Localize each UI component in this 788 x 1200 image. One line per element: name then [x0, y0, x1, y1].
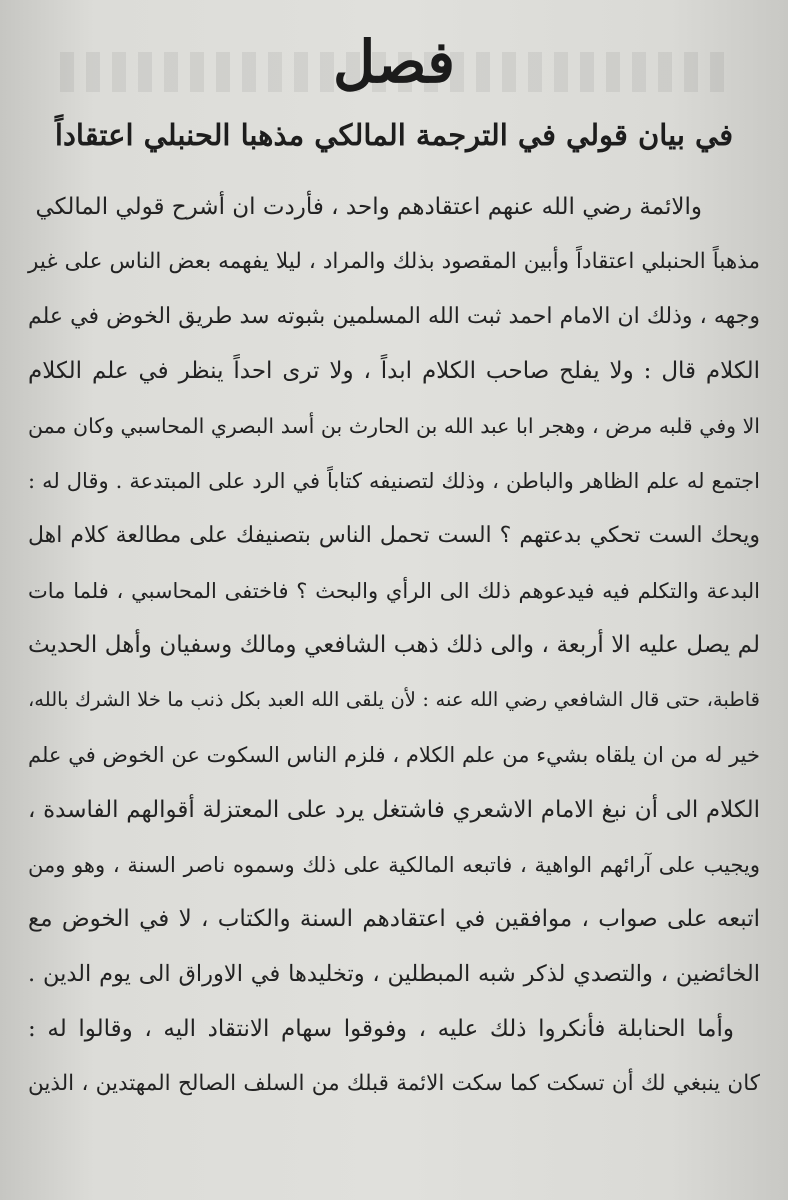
text-line: الا وفي قلبه مرض ، وهجر ابا عبد الله بن الحارث بن أسد البصري المحاسبي وكان ممن: [28, 414, 760, 439]
text-line: والائمة رضي الله عنهم اعتقادهم واحد ، فأردت ان أشرح قولي المالكي: [35, 194, 702, 220]
text-line: مذهباً الحنبلي اعتقاداً وأبين المقصود بذلك والمراد ، ليلا يفهمه بعض الناس على غير: [28, 248, 760, 274]
text-line: خير له من ان يلقاه بشيء من علم الكلام ، فلزم الناس السكوت عن الخوض في علم: [28, 742, 760, 767]
text-line: ويحك الست تحكي بدعتهم ؟ الست تحمل الناس بتصنيفك على مطالعة كلام اهل: [28, 522, 760, 548]
body-text: [28, 180, 760, 1112]
text-line: الكلام قال : ولا يفلح صاحب الكلام ابداً ، ولا ترى احداً ينظر في علم الكلام: [28, 358, 760, 385]
text-line: اجتمع له علم الظاهر والباطن ، وذلك لتصنيفه كتاباً في الرد على المبتدعة . وقال له :: [28, 468, 760, 493]
text-line: لم يصل عليه الا أربعة ، والى ذلك ذهب الشافعي ومالك وسفيان وأهل الحديث: [28, 632, 760, 659]
text-line: وجهه ، وذلك ان الامام احمد ثبت الله المسلمين بثبوته سد طريق الخوض في علم: [28, 303, 760, 329]
section-subheading: في بيان قولي في الترجمة المالكي مذهبا الحنبلي اعتقاداً: [54, 118, 734, 152]
text-line: ويجيب على آرائهم الواهية ، فاتبعه المالكية على ذلك وسموه ناصر السنة ، وهو ومن: [28, 852, 760, 877]
text-line: وأما الحنابلة فأنكروا ذلك عليه ، وفوقوا سهام الانتقاد اليه ، وقالوا له :: [28, 1015, 734, 1042]
text-line: الكلام الى أن نبغ الامام الاشعري فاشتغل يرد على المعتزلة أقوالهم الفاسدة ،: [28, 796, 760, 823]
text-line: كان ينبغي لك أن تسكت كما سكت الائمة قبلك من السلف الصالح المهتدين ، الذين: [28, 1070, 760, 1096]
section-heading: فصل: [333, 28, 455, 96]
text-line: قاطبة، حتى قال الشافعي رضي الله عنه : لأن يلقى الله العبد بكل ذنب ما خلا الشرك بالله،: [28, 688, 760, 712]
text-line: الخائضين ، والتصدي لذكر شبه المبطلين ، وتخليدها في الاوراق الى يوم الدين .: [28, 961, 760, 988]
text-line: اتبعه على صواب ، موافقين في اعتقادهم السنة والكتاب ، لا في الخوض مع: [28, 906, 760, 933]
text-line: البدعة والتكلم فيه فيدعوهم ذلك الى الرأي والبحث ؟ فاختفى المحاسبي ، فلما مات: [28, 578, 760, 603]
